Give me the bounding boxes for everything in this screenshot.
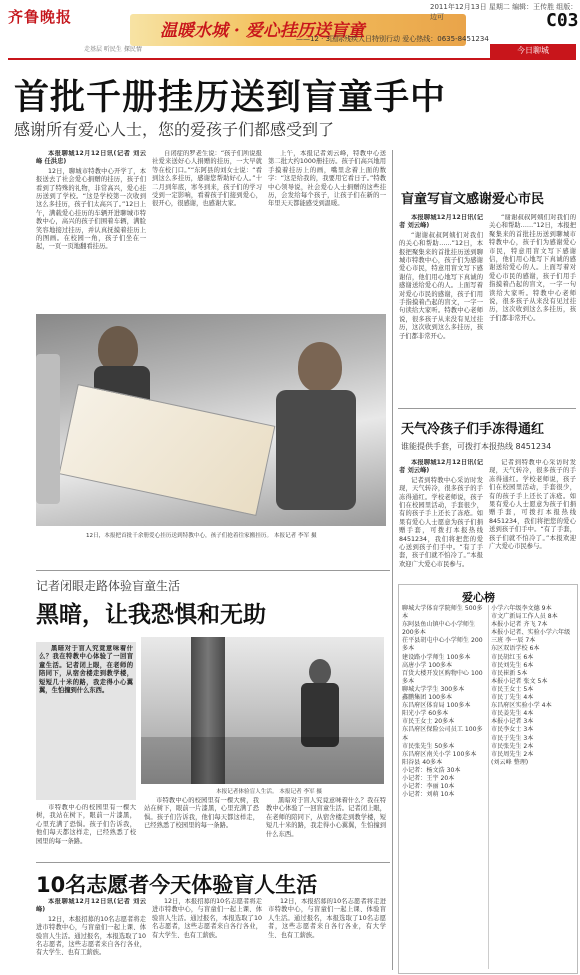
paper-logo: 齐鲁晚报 xyxy=(8,8,73,26)
main-text-1: 12日，聊城市特教中心开学了，本报送去了社会爱心捐赠的挂历，孩子们看到了特殊的礼物，非常高兴，爱心挂历送到了学校。“这是学校第一次收到这么多挂历，孩子们太高兴了。”12日上午，满载爱心挂历的车辆开进聊城市特教中心，高兴的孩子们围着车辆，满脸笑容地接过挂历，并认真抚摸着挂历上的图画。在校园一角，孩子们坐在一起，一页一页地翻看挂历。 xyxy=(36,167,146,251)
dark-text xyxy=(36,804,136,856)
love-list-item: 聊城大学体育学院师生 500多本 xyxy=(402,605,483,621)
dark-kicker: 记者闭眼走路体验盲童生活 xyxy=(36,579,181,593)
love-list-item: 小记者：王宇 20本 xyxy=(402,774,455,782)
side1-byline: 本报聊城12月12日讯(记者 刘云峰) xyxy=(399,214,483,230)
dark-photo-caption: 本报记者体验盲人生活。 本报记者 李军 摄 xyxy=(216,789,323,795)
love-list-item: 市民崔新 5本 xyxy=(491,669,528,677)
love-list-item: 小记者：杨文浩 30本 xyxy=(402,766,461,774)
love-list-item: 本报小记者、实验小学六年级三班 李一辰 7本 xyxy=(491,629,571,645)
main-byline: 本报聊城12月12日讯(记者 刘云峰 任洪忠) xyxy=(36,150,146,166)
love-list-item: 本报小记者 张文 5本 xyxy=(491,677,548,685)
side1-text-b: “谢谢叔叔阿姨们对我们的关心和帮助……”12日，本报把聚集来的首批挂历送到聊城市特教中心，孩子们为感谢爱心市民，特意用盲文写下感谢信，他们用心地写下真诚的感谢送给爱心的人。上面写着对爱心市民的感谢，孩子们用手指摸着凸起的盲文，一字一句读给大家听。特教中心老师说，很多孩子从来没有见过挂历，这次收到这么多挂历，孩子们都非常开心。 xyxy=(489,214,576,322)
love-list-item: 东昌府区南关小学 100多本 xyxy=(402,750,477,758)
vol-text-2: 12日，本报招募的10名志愿者将走进市特教中心，与盲童们一起上课、体验盲人生活。通过报名，本报选取了10名志愿者，这些志愿者来自各行各业，有大学生、也有工薪族。 xyxy=(152,898,262,939)
main-text-3: 上午，本报记者刘云峰，特教中心送第二批大约1000册挂历。孩子们高兴地用手摸着挂历上的画，嘴里念着上面的数字：“这是给我的，我要用它看日子。”特教中心领导说，社会爱心人士捐赠的这些挂历，会发给每个孩子，让孩子们在新的一年里天天都能感受到温暖。 xyxy=(268,150,386,208)
love-list-item: 东昌府区实验小学 4本 xyxy=(491,702,552,710)
vol-byline: 本报聊城12月12日讯(记者 刘云峰) xyxy=(36,898,146,914)
love-list-col-2 xyxy=(491,605,575,767)
vol-text-3: 12日，本报招募的10名志愿者将走进市特教中心，与盲童们一起上课、体验盲人生活。通过报名，本报选取了10名志愿者，这些志愿者来自各行各业，有大学生、也有工薪族。 xyxy=(268,898,386,939)
love-list-item: 高唐小学 100多本 xyxy=(402,661,453,669)
love-list-item: 市文广新局工作人员 8本 xyxy=(491,613,558,621)
dark-headline: 黑暗，让我恐惧和无助 xyxy=(36,602,266,628)
dark-text-body: 市特教中心的校园里有一棵大树，我站在树下，眼前一片漆黑，心里充满了恐惧。孩子们告诉我，他们每天都这样走，已经熟悉了校园里的每一条路。 xyxy=(36,804,136,845)
love-list-item: 茌平县胡屯中心小学师生 200多本 xyxy=(402,637,483,653)
main-column-1 xyxy=(36,150,146,310)
main-column-3 xyxy=(268,150,386,310)
love-list-item: (刘云峰 整理) xyxy=(491,758,529,766)
dark-text-2 xyxy=(144,797,259,857)
love-list-item: 小学六年级李文德 9本 xyxy=(491,605,552,612)
love-list-item: 聊城大学学生 300多本 xyxy=(402,685,465,693)
side2-text-b: 记者到特教中心采访时发现，天气转冷，很多孩子的手冻得通红。学校老师说，孩子们在校园里活动，手套很少，有的孩子手上还长了冻疮。如果有爱心人士愿意为孩子们捐赠手套，可拨打本报热线8451234，我们将把您的爱心送到孩子们手中。“有了手套，孩子们就不怕冷了。”本报欢迎广大爱心市民参与。 xyxy=(489,459,576,551)
love-list-item: 市民胡红玉 6本 xyxy=(491,653,534,661)
page-number: C03 xyxy=(546,10,579,31)
love-list-item: 建设路小学师生 100多本 xyxy=(402,653,471,661)
main-photo xyxy=(36,314,386,526)
love-list-item: 东昌府区体育局 100多本 xyxy=(402,702,471,710)
love-list-item: 鑫鹏集团 100多本 xyxy=(402,694,453,702)
paper-motto: 走基层 听民生 探民情 xyxy=(84,46,142,53)
main-subhead: 感谢所有爱心人士，您的爱孩子们都感受到了 xyxy=(14,120,335,139)
love-list-item: 市民丁先生 4本 xyxy=(491,694,534,702)
love-list-item: 东阿县鱼山镇中心小学师生 200多本 xyxy=(402,621,476,637)
love-list-item: 本报小记者 齐飞 7本 xyxy=(491,621,548,629)
column-divider xyxy=(392,150,393,970)
side-rule-1 xyxy=(398,408,576,409)
love-list-divider xyxy=(488,605,489,969)
date-line: 2011年12月13日 星期二 编辑：王传胜 组版：边可 xyxy=(430,3,578,21)
love-list-item: 市民张先生 50多本 xyxy=(402,742,455,750)
dark-text-2-body: 市特教中心的校园里有一棵大树，我站在树下，眼前一片漆黑，心里充满了恐惧。孩子们告诉我，他们每天都这样走，已经熟悉了校园里的每一条路。 xyxy=(144,797,259,830)
main-column-2 xyxy=(152,150,262,310)
love-list-item: 小记者：刘萌 10本 xyxy=(402,791,455,799)
side1-column-2 xyxy=(489,214,576,406)
side1-text: “谢谢叔叔阿姨们对我们的关心和帮助……”12日，本报把聚集来的首批挂历送到聊城市特教中心，孩子们为感谢爱心市民，特意用盲文写下感谢信，他们用心地写下真诚的感谢送给爱心的人。上面写着对爱心市民的感谢，孩子们用手指摸着凸起的盲文，一字一句读给大家听。特教中心老师说，很多孩子从来没有见过挂历，这次收到这么多挂历，孩子们都非常开心。 xyxy=(399,231,483,340)
side2-byline: 本报聊城12月12日讯(记者 刘云峰) xyxy=(399,459,483,475)
vol-column-2 xyxy=(152,898,262,972)
dark-intro-text: 黑暗对于盲人究竟意味着什么？我在特教中心体验了一回盲童生活。记者闭上眼，在老师的陪同下，从宿舍楼走到教学楼，短短几十米的路，我走得小心翼翼，生怕撞到什么东西。 xyxy=(39,645,133,695)
love-list-title: 爱心榜 xyxy=(462,591,495,604)
dark-intro xyxy=(39,645,133,797)
love-list-item: 市民王女士 20多本 xyxy=(402,718,455,726)
main-headline: 首批千册挂历送到盲童手中 xyxy=(14,78,447,118)
campaign-line: ——12 · 3国际残疾人日特别行动 爱心热线：0635-8451234 xyxy=(296,35,489,43)
volunteer-headline: 10名志愿者今天体验盲人生活 xyxy=(36,873,318,897)
love-list-item: 市民王女士 5本 xyxy=(491,685,534,693)
side2-column-2 xyxy=(489,459,576,577)
love-list-item: 市民周先生 2本 xyxy=(491,750,534,758)
main-text-2: 自闭症的罗老生说：“孩子们所说报社爱来送好心人捐赠的挂历，一大早就等在校门口。”“东阿县的刘女士说：“看到这么多挂历，感谢您帮助好心人。”十二月到年底，寒冬到来，孩子们的学习受到一定影响，看着孩子们接到爱心，很开心，很感谢，也感谢大家。 xyxy=(152,150,262,208)
side1-column-1 xyxy=(399,214,483,406)
vol-text: 12日，本报招募的10名志愿者将走进市特教中心，与盲童们一起上课、体验盲人生活。通过报名，本报选取了10名志愿者，这些志愿者来自各行各业，有大学生、也有工薪族。 xyxy=(36,915,146,957)
love-list-item: 市民张先生 2本 xyxy=(491,742,534,750)
love-list-col-1 xyxy=(402,605,486,799)
dark-text-3-body: 黑暗对于盲人究竟意味着什么？我在特教中心体验了一回盲童生活。记者闭上眼，在老师的陪同下，从宿舍楼走到教学楼，短短几十米的路，我走得小心翼翼，生怕撞到什么东西。 xyxy=(266,797,386,838)
love-list-item: 阳光小学 60多本 xyxy=(402,710,449,718)
side-headline-2: 天气冷孩子们手冻得通红 xyxy=(401,422,545,437)
side-headline-1: 盲童写盲文感谢爱心市民 xyxy=(401,192,545,207)
love-list-item: 小记者：李丽 10本 xyxy=(402,783,455,791)
section-label: 今日聊城 xyxy=(490,44,576,58)
main-photo-caption: 12日，本报把首批千余册爱心挂历送到特教中心，孩子们抢着往家搬挂历。 本报记者 李军 摄 xyxy=(86,533,317,539)
love-list-item: 本报小记者 3本 xyxy=(491,718,534,726)
love-list-item: 阳谷县 40多本 xyxy=(402,758,443,766)
love-list-item: 市民刘先生 6本 xyxy=(491,661,534,669)
campaign-title: 温暖水城 · 爱心挂历送盲童 xyxy=(160,21,365,41)
dark-text-3 xyxy=(266,797,386,857)
vol-column-3 xyxy=(268,898,386,972)
dark-photo xyxy=(141,637,384,784)
dark-rule xyxy=(36,570,390,571)
vol-rule xyxy=(36,862,390,863)
love-list-item: 市民于先生 3本 xyxy=(491,734,534,742)
side-subhead-2: 谁能提供手套，可拨打本报热线 8451234 xyxy=(401,442,552,451)
side2-text: 记者到特教中心采访时发现，天气转冷，很多孩子的手冻得通红。学校老师说，孩子们在校园里活动，手套很少，有的孩子手上还长了冻疮。如果有爱心人士愿意为孩子们捐赠手套，可拨打本报热线8451234，我们将把您的爱心送到孩子们手中。“有了手套，孩子们就不怕冷了。”本报欢迎广大爱心市民参与。 xyxy=(399,476,483,568)
love-list-item: 东区双语学校 6本 xyxy=(491,645,540,653)
love-list-item: 东昌府区保险公司员工 100多本 xyxy=(402,726,483,742)
love-list-item: 百货大楼开发区购物中心 100多本 xyxy=(402,669,483,685)
vol-column-1 xyxy=(36,898,146,972)
love-list-item: 市民李女士 3本 xyxy=(491,726,534,734)
love-list-item: 市民姜先生 4本 xyxy=(491,710,534,718)
header-rule xyxy=(8,58,576,60)
side2-column-1 xyxy=(399,459,483,577)
